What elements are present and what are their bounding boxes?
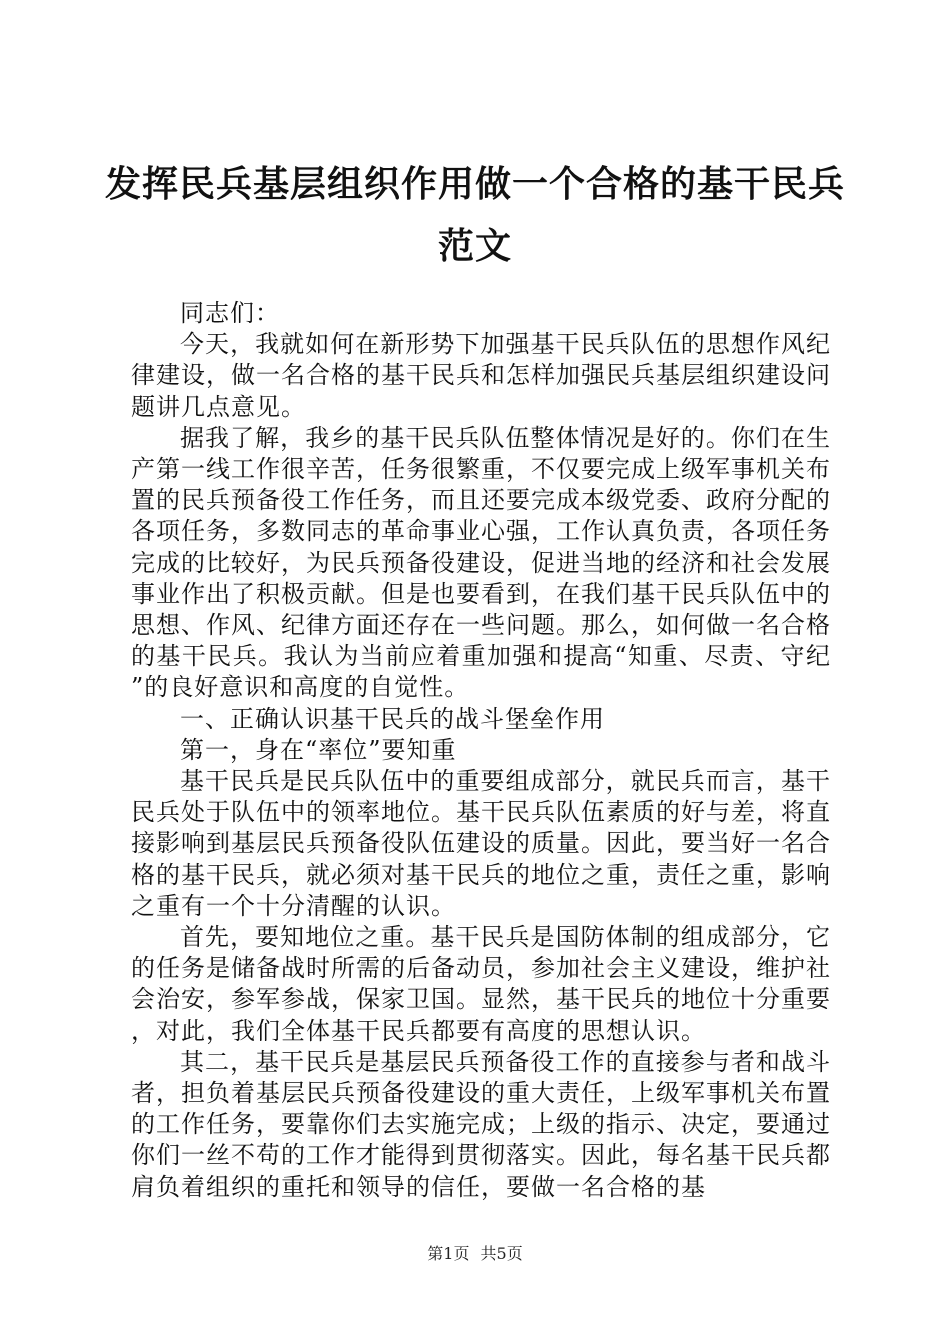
page-footer: [0, 1244, 950, 1264]
subsection-heading: 第一，身在“率位”要知重: [180, 735, 457, 764]
paragraph: 首先，要知地位之重。基干民兵是国防体制的组成部分，它的任务是储备战时所需的后备动员，参加社会主义建设，维护社会治安，参军参战，保家卫国。显然，基干民兵的地位十分重要，对此，我们全体基干民兵都要有高度的思想认识。: [131, 923, 831, 1045]
page-number: 第1页: [427, 1244, 470, 1263]
paragraph: 据我了解，我乡的基干民兵队伍整体情况是好的。你们在生产第一线工作很辛苦，任务很繁重，不仅要完成上级军事机关布置的民兵预备役工作任务，而且还要完成本级党委、政府分配的各项任务，多数同志的革命事业心强，工作认真负责，各项任务完成的比较好，为民兵预备役建设，促进当地的经济和社会发展事业作出了积极贡献。但是也要看到，在我们基干民兵队伍中的思想、作风、纪律方面还存在一些问题。那么，如何做一名合格的基干民兵。我认为当前应着重加强和提高“知重、尽责、守纪”的良好意识和高度的自觉性。: [131, 423, 831, 702]
document-title-line-1: 发挥民兵基层组织作用做一个合格的基干民兵: [104, 163, 845, 205]
document-title-line-2: 范文: [437, 225, 512, 267]
paragraph: 其二，基干民兵是基层民兵预备役工作的直接参与者和战斗者，担负着基层民兵预备役建设的重大责任，上级军事机关布置的工作任务，要靠你们去实施完成；上级的指示、决定，要通过你们一丝不苟的工作才能得到贯彻落实。因此，每名基干民兵都肩负着组织的重托和领导的信任，要做一名合格的基: [131, 1047, 831, 1201]
section-heading: 一、正确认识基干民兵的战斗堡垒作用: [180, 704, 605, 733]
paragraph: 今天，我就如何在新形势下加强基干民兵队伍的思想作风纪律建设，做一名合格的基干民兵和怎样加强民兵基层组织建设问题讲几点意见。: [131, 330, 831, 421]
page-total: 共5页: [480, 1244, 523, 1263]
paragraph: 基干民兵是民兵队伍中的重要组成部分，就民兵而言，基干民兵处于队伍中的领率地位。基干民兵队伍素质的好与差，将直接影响到基层民兵预备役队伍建设的质量。因此，要当好一名合格的基干民兵，就必须对基干民兵的地位之重，责任之重，影响之重有一个十分清醒的认识。: [131, 767, 831, 920]
salutation: 同志们：: [180, 299, 280, 327]
document-body: [131, 298, 831, 1203]
